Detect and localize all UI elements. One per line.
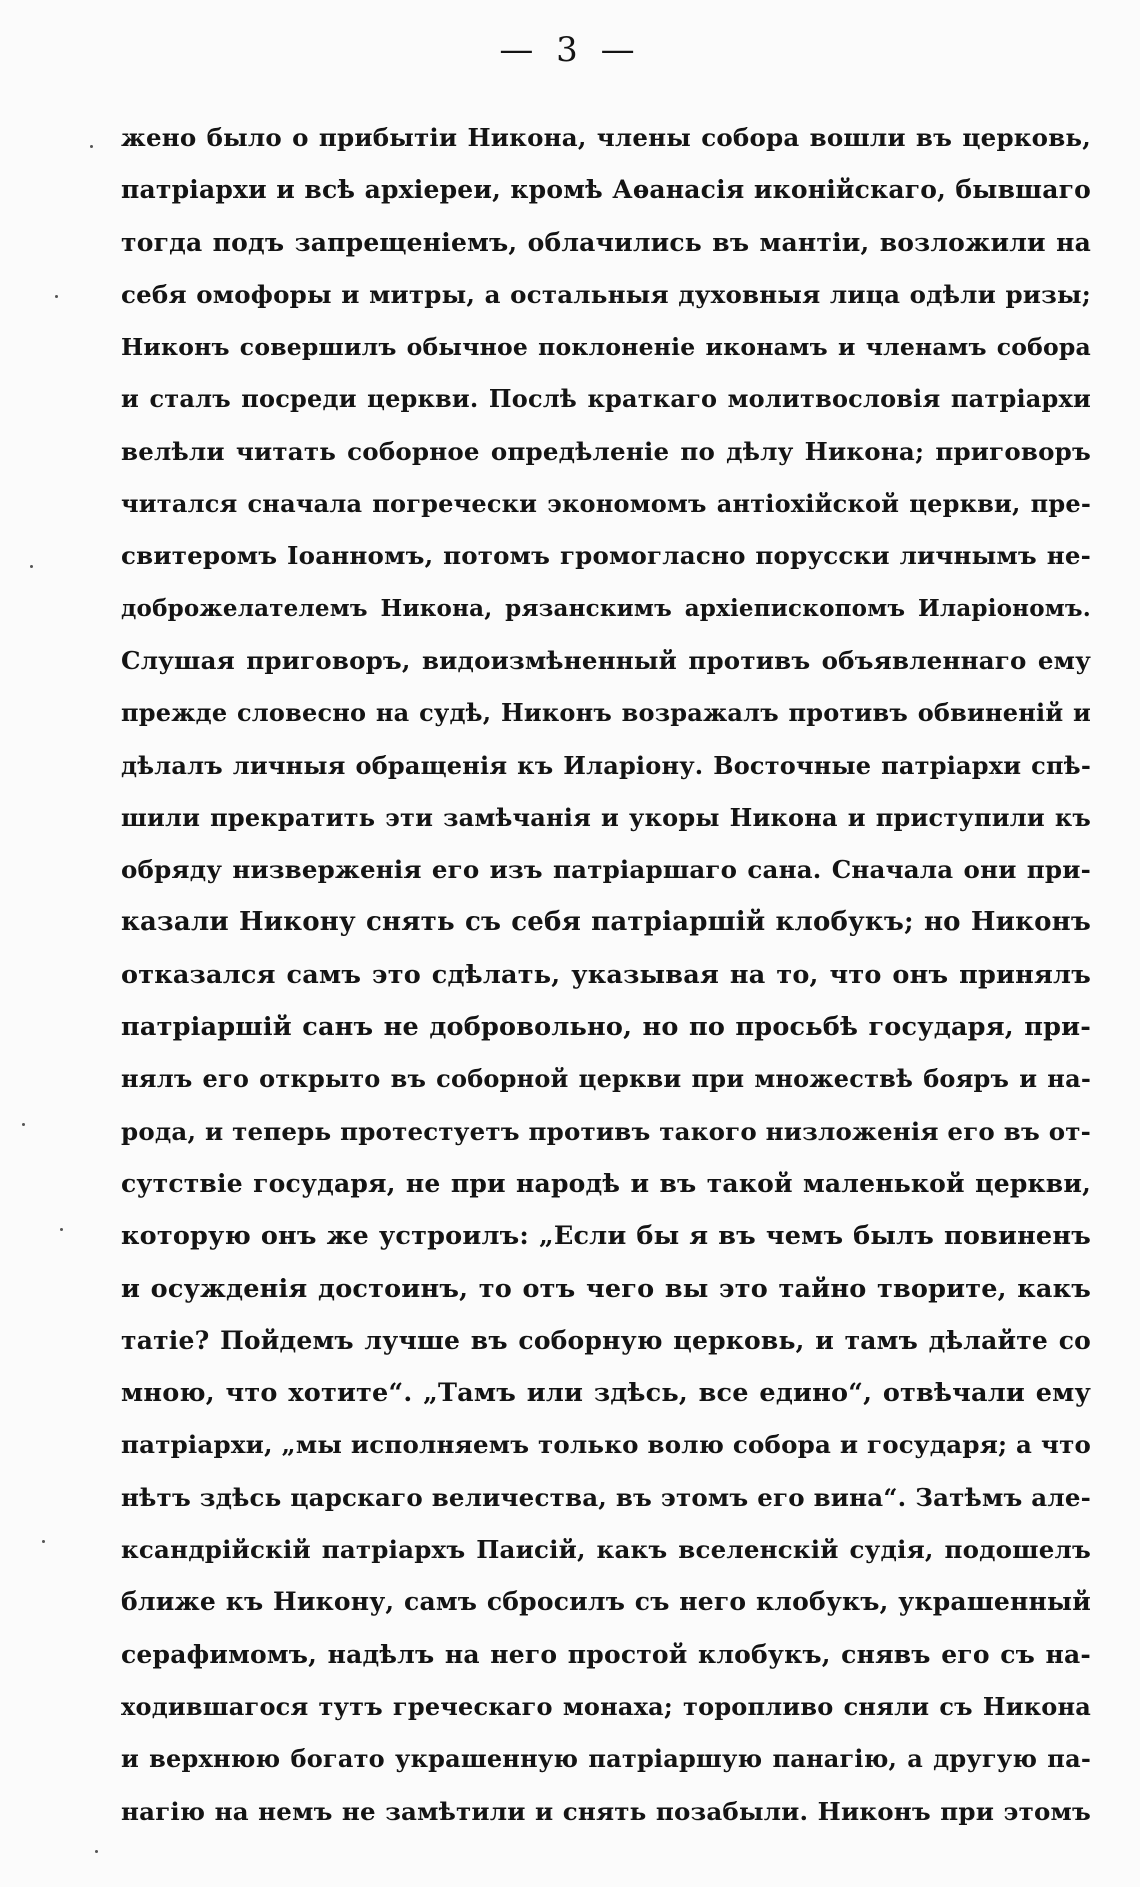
- text-line: патрiаршiй санъ не добровольно, но по просьбѣ государя, при-: [121, 1012, 1091, 1043]
- text-line: свитеромъ Iоанномъ, потомъ громогласно порусски личнымъ не-: [121, 541, 1091, 571]
- text-line: которую онъ же устроилъ: „Если бы я въ чемъ былъ повиненъ: [121, 1221, 1091, 1252]
- text-line: шили прекратить эти замѣчанiя и укоры Никона и приступили къ: [121, 802, 1091, 832]
- text-line: татiе? Пойдемъ лучше въ соборную церковь, и тамъ дѣлайте со: [121, 1325, 1091, 1355]
- text-line: сутствiе государя, не при народѣ и въ такой маленькой церкви,: [121, 1168, 1091, 1198]
- scan-speck: [90, 145, 93, 148]
- text-line: Слушая приговоръ, видоизмѣненный противъ объявленнаго ему: [121, 645, 1091, 675]
- text-line: себя омофоры и митры, а остальныя духовныя лица одѣли ризы;: [121, 279, 1091, 309]
- text-line: ксандрiйскiй патрiархъ Паисiй, какъ вселенскiй судiя, подошелъ: [121, 1535, 1091, 1565]
- text-line: отказался самъ это сдѣлать, указывая на то, что онъ принялъ: [121, 959, 1091, 990]
- text-line: доброжелателемъ Никона, рязанскимъ архiепископомъ Иларiономъ.: [121, 594, 1091, 622]
- scan-speck: [95, 1850, 98, 1853]
- scan-speck: [22, 1123, 25, 1126]
- text-line: ближе къ Никону, самъ сбросилъ съ него клобукъ, украшенный: [121, 1587, 1091, 1617]
- text-line: обряду низверженiя его изъ патрiаршаго сана. Сначала они при-: [121, 855, 1091, 885]
- body-text: [121, 112, 1091, 1838]
- text-line: тогда подъ запрещенiемъ, облачились въ мантiи, возложили на: [121, 227, 1091, 257]
- scan-speck: [60, 1228, 63, 1231]
- text-line: нялъ его открыто въ соборной церкви при множествѣ бояръ и на-: [121, 1064, 1091, 1094]
- scan-speck: [42, 1540, 45, 1543]
- text-line: читался сначала погречески экономомъ антiохiйской церкви, пре-: [121, 489, 1091, 519]
- text-line: рода, и теперь протестуетъ противъ такого низложенiя его въ от-: [121, 1116, 1091, 1146]
- text-line: прежде словесно на судѣ, Никонъ возражалъ противъ обвиненiй и: [121, 698, 1091, 728]
- text-line: Никонъ совершилъ обычное поклоненiе иконамъ и членамъ собора: [121, 333, 1091, 362]
- text-line: ходившагося тутъ греческаго монаха; торопливо сняли съ Никона: [121, 1691, 1091, 1721]
- text-line: велѣли читать соборное опредѣленiе по дѣлу Никона; приговоръ: [121, 436, 1091, 466]
- scan-speck: [30, 565, 33, 568]
- text-line: нагiю на немъ не замѣтили и снять позабыли. Никонъ при этомъ: [121, 1796, 1091, 1826]
- scan-speck: [55, 295, 58, 298]
- text-line: мною, что хотите“. „Тамъ или здѣсь, все едино“, отвѣчали ему: [121, 1378, 1091, 1409]
- text-line: дѣлалъ личныя обращенiя къ Иларiону. Восточные патрiархи спѣ-: [121, 750, 1091, 780]
- text-line: нѣтъ здѣсь царскаго величества, въ этомъ его вина“. Затѣмъ але-: [121, 1482, 1091, 1512]
- text-line: казали Никону снять съ себя патрiаршiй клобукъ; но Никонъ: [121, 907, 1091, 938]
- text-line: жено было о прибытiи Никона, члены собора вошли въ церковь,: [121, 123, 1091, 152]
- text-line: серафимомъ, надѣлъ на него простой клобукъ, снявъ его съ на-: [121, 1639, 1091, 1669]
- text-line: и верхнюю богато украшенную патрiаршую панагiю, а другую па-: [121, 1744, 1091, 1774]
- text-line: и сталъ посреди церкви. Послѣ краткаго молитвословiя патрiархи: [121, 384, 1091, 414]
- text-line: и осужденiя достоинъ, то отъ чего вы это тайно творите, какъ: [121, 1273, 1091, 1304]
- text-line: патрiархи, „мы исполняемъ только волю собора и государя; а что: [121, 1430, 1091, 1460]
- text-line: патрiархи и всѣ архiереи, кромѣ Аѳанасiя иконiйскаго, бывшаго: [121, 175, 1091, 205]
- page-number: — 3 —: [499, 30, 641, 70]
